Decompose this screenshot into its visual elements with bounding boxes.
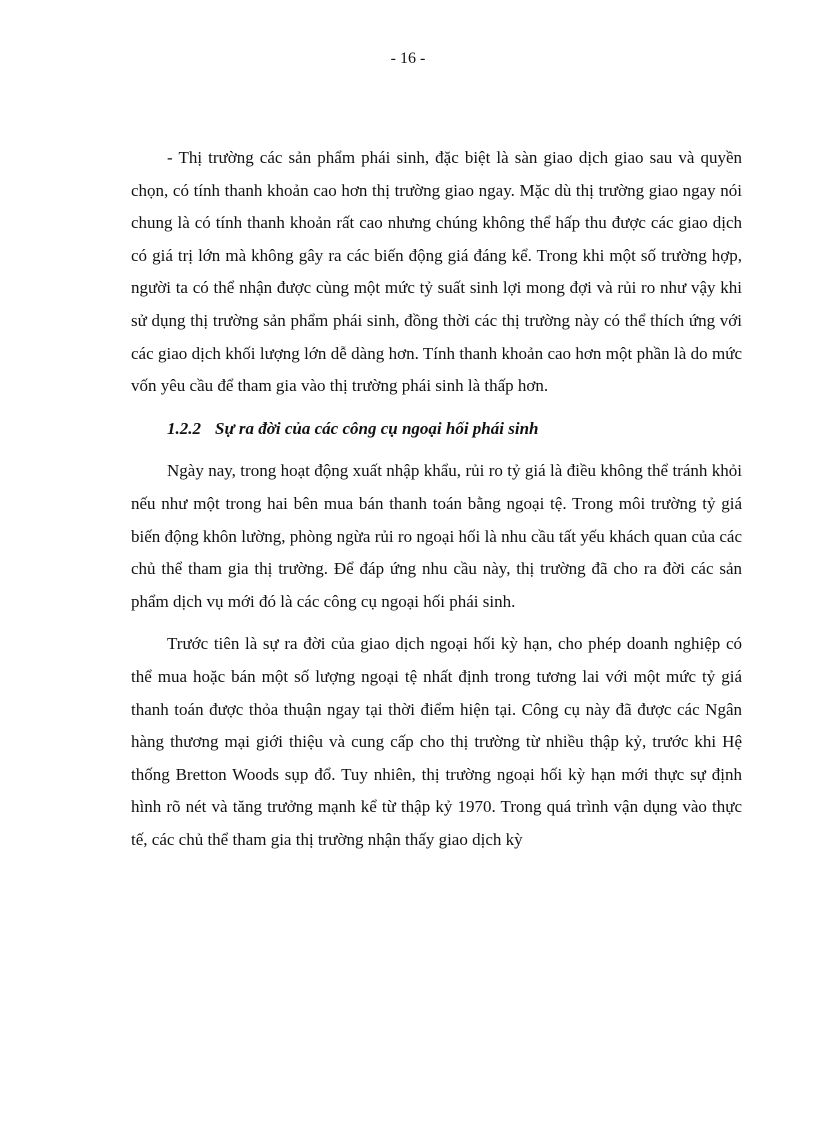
page-number: - 16 - [390, 50, 426, 67]
page-content [131, 142, 742, 856]
section-heading [131, 413, 742, 446]
paragraph-derivatives-liquidity: - Thị trường các sản phẩm phái sinh, đặc biệt là sàn giao dịch giao sau và quyền chọn, có tính thanh khoản cao hơn thị trường giao ngay. Mặc dù thị trường giao ngay nói chung là có tính thanh khoản rất cao nhưng chúng không thể hấp thu được các giao dịch có giá trị lớn mà không gây ra các biến động giá đáng kể. Trong khi một số trường hợp, người ta có thể nhận được cùng một mức tỷ suất sinh lợi mong đợi và rủi ro như vậy khi sử dụng thị trường sản phẩm phái sinh, đồng thời các thị trường này có thể thích ứng với các giao dịch khối lượng lớn dễ dàng hơn. Tính thanh khoản cao hơn một phần là do mức vốn yêu cầu để tham gia vào thị trường phái sinh là thấp hơn. [131, 148, 742, 396]
section-title: Sự ra đời của các công cụ ngoại hối phái sinh [215, 418, 539, 438]
section-number: 1.2.2 [167, 418, 201, 438]
paragraph-exchange-rate-risk: Ngày nay, trong hoạt động xuất nhập khẩu, rủi ro tỷ giá là điều không thể tránh khỏi nếu như một trong hai bên mua bán thanh toán bằng ngoại tệ. Trong môi trường tỷ giá biến động khôn lường, phòng ngừa rủi ro ngoại hối là nhu cầu tất yếu khách quan của các chủ thể tham gia thị trường. Để đáp ứng nhu cầu này, thị trường đã cho ra đời các sản phẩm dịch vụ mới đó là các công cụ ngoại hối phái sinh. [131, 461, 742, 611]
paragraph-forward-contracts: Trước tiên là sự ra đời của giao dịch ngoại hối kỳ hạn, cho phép doanh nghiệp có thể mua hoặc bán một số lượng ngoại tệ nhất định trong tương lai với một mức tỷ giá thanh toán được thỏa thuận ngay tại thời điểm hiện tại. Công cụ này đã được các Ngân hàng thương mại giới thiệu và cung cấp cho thị trường từ nhiều thập kỷ, trước khi Hệ thống Bretton Woods sụp đổ. Tuy nhiên, thị trường ngoại hối kỳ hạn mới thực sự định hình rõ nét và tăng trưởng mạnh kể từ thập kỷ 1970. Trong quá trình vận dụng vào thực tế, các chủ thể tham gia thị trường nhận thấy giao dịch kỳ [131, 634, 742, 849]
